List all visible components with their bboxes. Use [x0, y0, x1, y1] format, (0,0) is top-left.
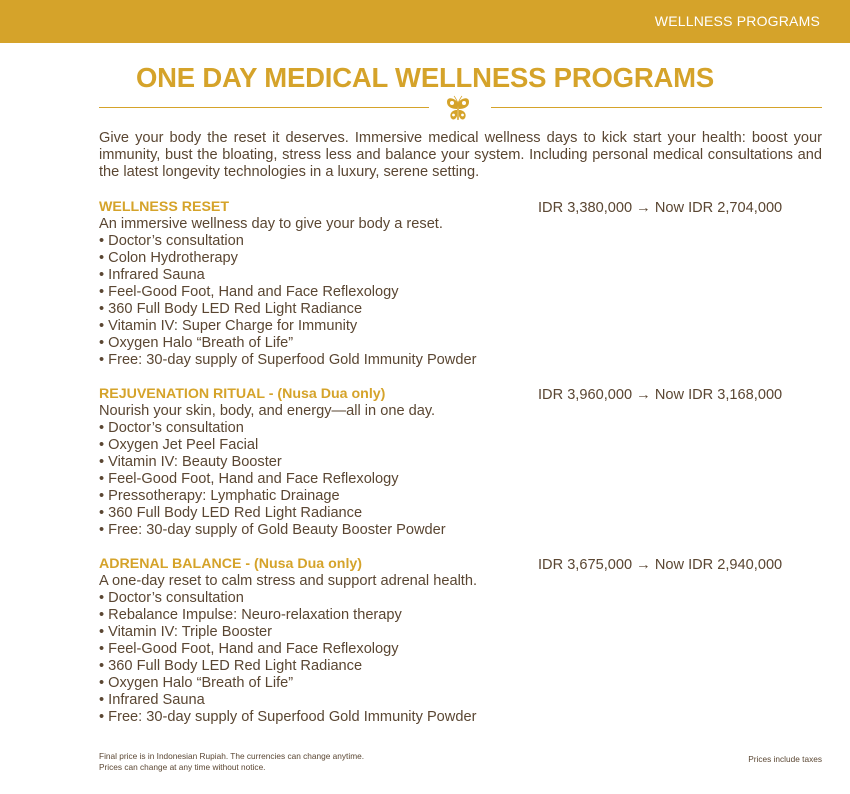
program-description: A one-day reset to calm stress and support adrenal health. — [99, 573, 478, 589]
page-title: ONE DAY MEDICAL WELLNESS PROGRAMS — [135, 62, 715, 93]
program-description: Nourish your skin, body, and energy—all in one day. — [99, 403, 436, 419]
taxes-note: Prices include taxes — [748, 754, 822, 764]
program-name: REJUVENATION RITUAL - (Nusa Dua only) — [99, 386, 386, 402]
intro-paragraph: Give your body the reset it deserves. Immersive medical wellness days to kick start your health: boost your immunity, bust the bloating, stress less and balance your system. Including personal medical consultations and the latest longevity technologies in a luxury, serene setting. — [99, 130, 822, 180]
program-price: IDR 3,380,000 → Now IDR 2,704,000 — [538, 200, 783, 216]
program-item: • Doctor’s consultation — [99, 233, 244, 249]
program-name: WELLNESS RESET — [99, 199, 230, 215]
program-item: • Doctor’s consultation — [99, 590, 244, 606]
program-item: • Oxygen Jet Peel Facial — [99, 437, 259, 453]
program-description: An immersive wellness day to give your body a reset. — [99, 216, 443, 232]
program-price: IDR 3,675,000 → Now IDR 2,940,000 — [538, 557, 783, 573]
program-rejuvenation-ritual — [99, 386, 539, 539]
program-item: • Infrared Sauna — [99, 692, 205, 708]
program-item: • Vitamin IV: Beauty Booster — [99, 454, 282, 470]
program-item: • Vitamin IV: Triple Booster — [99, 624, 273, 640]
footnote-line: Final price is in Indonesian Rupiah. The currencies can change anytime. — [99, 751, 365, 761]
footnote-line: Prices can change at any time without notice. — [99, 761, 266, 772]
program-item: • Colon Hydrotherapy — [99, 250, 238, 266]
program-item: • Vitamin IV: Super Charge for Immunity — [99, 318, 358, 334]
program-adrenal-balance — [99, 556, 539, 726]
program-item: • Feel-Good Foot, Hand and Face Reflexology — [99, 641, 399, 657]
program-item: • Pressotherapy: Lymphatic Drainage — [99, 488, 340, 504]
program-item: • 360 Full Body LED Red Light Radiance — [99, 301, 363, 317]
butterfly-icon — [443, 94, 473, 124]
program-item: • 360 Full Body LED Red Light Radiance — [99, 658, 363, 674]
program-item: • 360 Full Body LED Red Light Radiance — [99, 505, 363, 521]
program-name: ADRENAL BALANCE - (Nusa Dua only) — [99, 556, 363, 572]
section-label: WELLNESS PROGRAMS — [654, 13, 820, 29]
footnote — [99, 751, 364, 772]
program-item: • Feel-Good Foot, Hand and Face Reflexology — [99, 471, 399, 487]
program-item: • Oxygen Halo “Breath of Life” — [99, 675, 294, 691]
program-item: • Feel-Good Foot, Hand and Face Reflexology — [99, 284, 399, 300]
header-bar — [0, 0, 850, 43]
program-item: • Free: 30-day supply of Gold Beauty Booster Powder — [99, 522, 446, 538]
program-item: • Free: 30-day supply of Superfood Gold Immunity Powder — [99, 352, 477, 368]
program-wellness-reset — [99, 199, 539, 369]
program-price: IDR 3,960,000 → Now IDR 3,168,000 — [538, 387, 783, 403]
program-item: • Oxygen Halo “Breath of Life” — [99, 335, 294, 351]
divider-left — [99, 107, 429, 108]
program-item: • Free: 30-day supply of Superfood Gold Immunity Powder — [99, 709, 477, 725]
program-item: • Doctor’s consultation — [99, 420, 244, 436]
program-item: • Rebalance Impulse: Neuro-relaxation therapy — [99, 607, 402, 623]
program-item: • Infrared Sauna — [99, 267, 205, 283]
divider-right — [491, 107, 822, 108]
